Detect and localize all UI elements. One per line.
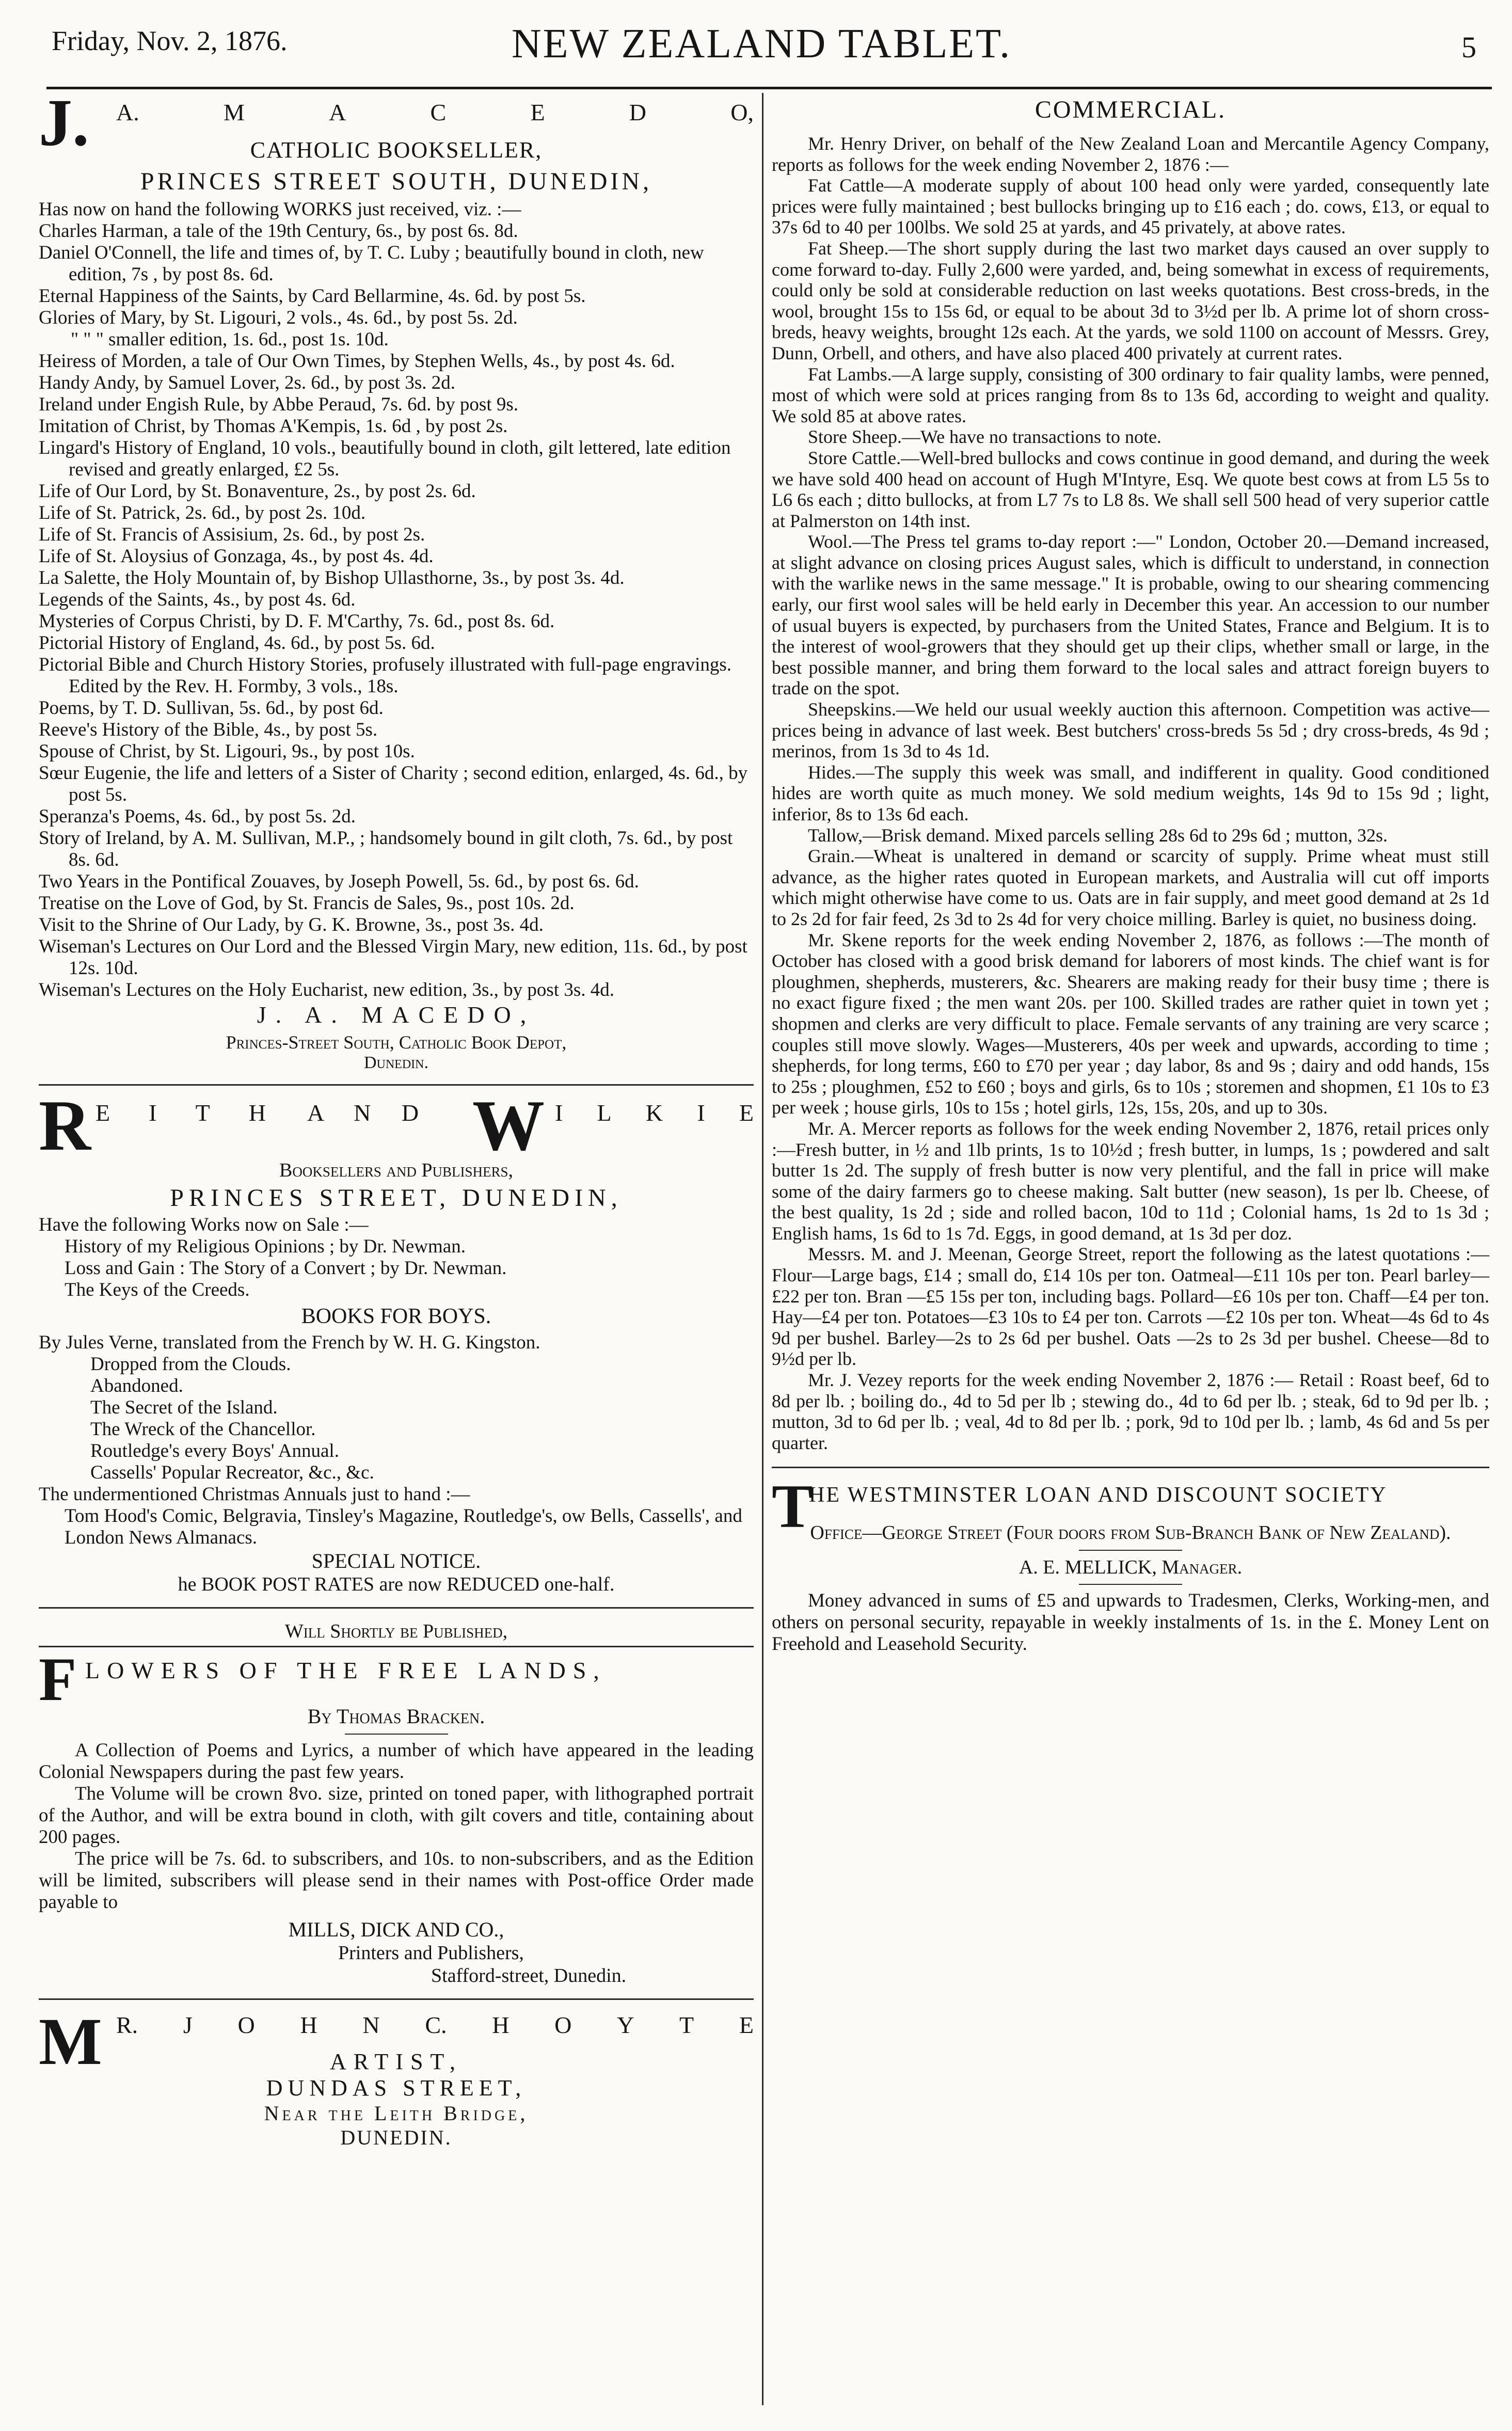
letter: C. xyxy=(425,2012,447,2038)
letter: H xyxy=(300,2012,317,2038)
westminster-advertisement xyxy=(772,1472,1489,1655)
letter: T xyxy=(195,1100,210,1126)
list-item: Wiseman's Lectures on the Holy Eucharist, new edition, 3s., by post 3s. 4d. xyxy=(39,979,614,1000)
letter: N xyxy=(362,2012,380,2038)
letter: O, xyxy=(730,99,754,125)
commercial-heading: COMMERCIAL. xyxy=(1034,96,1227,123)
reith-address: PRINCES STREET, DUNEDIN, xyxy=(170,1184,623,1212)
letter: A xyxy=(329,99,346,125)
list-item: Life of Our Lord, by St. Bonaventure, 2s., by post 2s. 6d. xyxy=(39,481,476,502)
letter: E xyxy=(530,99,545,125)
flowers-publisher-line3: Stafford-street, Dunedin. xyxy=(431,1965,627,1987)
westminster-title: HE WESTMINSTER LOAN AND DISCOUNT SOCIETY xyxy=(809,1483,1388,1507)
list-item: Loss and Gain : The Story of a Convert ; by Dr. Newman. xyxy=(65,1258,507,1279)
letter: J xyxy=(183,2012,193,2038)
verne-intro: By Jules Verne, translated from the French by W. H. G. Kingston. xyxy=(39,1332,540,1353)
macedo-advertisement xyxy=(39,86,754,1073)
letter: R. xyxy=(116,2012,138,2038)
flowers-title: LOWERS OF THE FREE LANDS, xyxy=(85,1657,607,1683)
commercial-paragraph: Tallow,—Brisk demand. Mixed parcels selling 28s 6d to 29s 6d ; mutton, 32s. xyxy=(808,824,1388,846)
page-number: 5 xyxy=(1461,30,1476,64)
ad-divider xyxy=(1079,1584,1182,1585)
list-item: Eternal Happiness of the Saints, by Card Bellarmine, 4s. 6d. by post 5s. xyxy=(39,285,586,307)
commercial-paragraph: Fat Sheep.—The short supply during the last two market days caused an over supply to come forward to-day. Fully 2,600 were yarded, and, being somewhat in excess of requirements, could only be sold at considerable reduction on last weeks quotations. Best cross-breds, in the wool, brought 15s to 15s 6d, or equal to be about 3d to 3½d per lb. A prime lot of shorn cross-breds, heavy weights, brought 12s each. At the yards, we sold 1100 on account of Messrs. Grey, Dunn, Orbell, and others, and have also placed 400 privately at current rates. xyxy=(772,237,1489,363)
hoyte-line4: DUNEDIN. xyxy=(340,2126,452,2149)
letter: E xyxy=(739,2012,754,2038)
commercial-paragraph: Store Sheep.—We have no transactions to note. xyxy=(808,426,1161,448)
list-item: Poems, by T. D. Sullivan, 5s. 6d., by post 6d. xyxy=(39,697,384,719)
hoyte-initial: M xyxy=(39,2005,102,2079)
and-word: A N D xyxy=(307,1100,432,1126)
letter: I xyxy=(555,1100,563,1126)
macedo-signature: J. A. MACEDO, xyxy=(257,1002,536,1028)
header-rule xyxy=(46,87,1492,89)
special-notice-heading: SPECIAL NOTICE. xyxy=(311,1549,481,1572)
left-column xyxy=(39,86,754,2150)
right-column xyxy=(772,96,1489,1655)
ad-divider xyxy=(39,1998,754,2000)
letter: A. xyxy=(116,99,139,125)
macedo-address: PRINCES STREET SOUTH, DUNEDIN, xyxy=(140,168,652,195)
column-divider xyxy=(762,93,763,2405)
wilkie-initial: W xyxy=(472,1086,545,1166)
letter: H xyxy=(492,2012,510,2038)
ad-divider xyxy=(39,1084,754,1086)
list-item: Life of St. Francis of Assisium, 2s. 6d., by post 2s. xyxy=(39,524,425,545)
list-item: Visit to the Shrine of Our Lady, by G. K. Browne, 3s., post 3s. 4d. xyxy=(39,914,544,935)
flowers-paragraph: The price will be 7s. 6d. to subscribers, and 10s. to non-subscribers, and as the Edition will be limited, subscribers will please send in their names with Post-office Order made payable to xyxy=(39,1848,754,1913)
letter: H xyxy=(248,1100,266,1126)
flowers-publisher: MILLS, DICK AND CO., xyxy=(288,1918,504,1941)
list-item: The Wreck of the Chancellor. xyxy=(90,1419,316,1440)
list-item: Cassells' Popular Recreator, &c., &c. xyxy=(90,1462,374,1483)
flowers-heading xyxy=(39,1645,754,1713)
list-item: Speranza's Poems, 4s. 6d., by post 5s. 2d. xyxy=(39,806,356,827)
list-item: Glories of Mary, by St. Ligouri, 2 vols., 4s. 6d., by post 5s. 2d. xyxy=(39,307,518,328)
commercial-paragraph: Wool.—The Press tel grams to-day report :—" London, October 20.—Demand increased, at slight advance on closing prices August sales, which is difficult to understand, in connection with the warlike news in the same message." It is probable, owing to our shearing commencing early, our first wool sales will be held early in December this year. An accession to our number of usual buyers is expected, by purchasers from the United States, France and Belgium. It is to the interest of wool-growers that they should get up their clips, whether small or large, in the best possible manner, and bring them forward to the local sales and attract foreign buyers to trade on the spot. xyxy=(772,531,1489,699)
list-item: " " " smaller edition, 1s. 6d., post 1s. 10d. xyxy=(71,329,389,350)
macedo-signature-line2: Princes-Street South, Catholic Book Depot, xyxy=(226,1032,567,1053)
list-item: Reeve's History of the Bible, 4s., by post 5s. xyxy=(39,719,378,740)
commercial-paragraph: Fat Lambs.—A large supply, consisting of 300 ordinary to fair quality lambs, were penned, most of which were sold at prices ranging from 8s to 13s 6d, according to weight and quality. We sold 85 at above rates. xyxy=(772,363,1489,426)
letter: O xyxy=(237,2012,255,2038)
commercial-paragraph: Hides.—The supply this week was small, and indifferent in quality. Good conditioned hides are worth quite as much money. We sold medium weights, 14s 9d to 15s 9d ; light, inferior, 8s to 13s 6d each. xyxy=(772,761,1489,824)
list-item: Imitation of Christ, by Thomas A'Kempis, 1s. 6d , by post 2s. xyxy=(39,416,508,437)
commercial-paragraph: Mr. Skene reports for the week ending November 2, 1876, as follows :—The month of October has closed with a good brisk demand for laborers of most kinds. The chief want is for ploughmen, shepherds, musterers, &c. Shearers are making ready for their busy time ; there is no exact figure fixed ; the men want 20s. per 100. Skilled trades are rather quiet in town yet ; shopmen and clerks are very difficult to place. Female servants of any training are very scarce ; couples still move slowly. Wages—Musterers, 40s per week and upwards, according to time ; shepherds, for long terms, £60 to £70 per year ; day labor, 8s and 9s ; dairy and odd hands, 15s to 25s ; ploughmen, £52 to £60 ; boys and girls, 6s to 10s ; storemen and shopmen, £1 10s to £3 per week ; house girls, 10s to 15s ; hotel girls, 12s, 15s, 20s, and up to 30s. xyxy=(772,929,1489,1118)
hoyte-line1: ARTIST, xyxy=(329,2049,463,2074)
list-item: Two Years in the Pontifical Zouaves, by Joseph Powell, 5s. 6d., by post 6s. 6d. xyxy=(39,871,639,892)
hoyte-line2: DUNDAS STREET, xyxy=(266,2075,527,2101)
ad-divider xyxy=(772,1467,1489,1468)
list-item: Spouse of Christ, by St. Ligouri, 9s., by post 10s. xyxy=(39,741,415,762)
letter: M xyxy=(223,99,245,125)
list-item: Daniel O'Connell, the life and times of, by T. C. Luby ; beautifully bound in cloth, new edition, 7s , by post 8s. 6d. xyxy=(39,242,704,285)
list-item: Dropped from the Clouds. xyxy=(90,1354,291,1375)
reith-initial: R xyxy=(39,1086,91,1166)
letter: O xyxy=(554,2012,572,2038)
flowers-paragraph: A Collection of Poems and Lyrics, a number of which have appeared in the leading Colonial Newspapers during the past few years. xyxy=(39,1740,754,1783)
letter: T xyxy=(679,2012,694,2038)
newspaper-title: NEW ZEALAND TABLET. xyxy=(511,21,1012,67)
letter: I xyxy=(697,1100,705,1126)
wilkie-letters xyxy=(555,1099,754,1126)
commercial-paragraph: Mr. A. Mercer reports as follows for the week ending November 2, 1876, retail prices only :—Fresh butter, in ½ and 1lb prints, 1s to 10½d ; fresh butter, in lumps, 1s ; powdered and salt butter 1s 2d. The supply of fresh butter is now very plentiful, and the fall in price will make some of the dairy farmers go to cheese making. Salt butter (new season), 1s per lb. Cheese, of the best quality, 1s 2d ; side and rolled bacon, 10d to 11d ; Colonial hams, 1s 2d to 1s 3d ; English hams, 1s 6d to 1s 7d. Eggs, in good demand, at 1s 3d per doz. xyxy=(772,1118,1489,1244)
list-item: Story of Ireland, by A. M. Sullivan, M.P., ; handsomely bound in gilt cloth, 7s. 6d., by post 8s. 6d. xyxy=(39,828,733,870)
books-for-boys-heading: BOOKS FOR BOYS. xyxy=(301,1305,491,1328)
commercial-paragraph: Mr. Henry Driver, on behalf of the New Zealand Loan and Mercantile Agency Company, reports as follows for the week ending November 2, 1876 :— xyxy=(772,133,1489,175)
flowers-publisher-line2: Printers and Publishers, xyxy=(338,1942,524,1964)
list-item: La Salette, the Holy Mountain of, by Bishop Ullasthorne, 3s., by post 3s. 4d. xyxy=(39,567,625,589)
page-header xyxy=(31,9,1492,87)
list-item: Abandoned. xyxy=(90,1375,183,1396)
commercial-paragraph: Grain.—Wheat is unaltered in demand or scarcity of supply. Prime wheat must still advance, as the higher rates quoted in European markets, and Australia will cut off imports which might otherwise have come to us. Oats are in fair supply, and meet good demand at 2s 1d to 2s 2d for fair feed, 2s 3d to 2s 4d for very choice milling. Barley is quiet, no business doing. xyxy=(772,846,1489,929)
letter: L xyxy=(597,1100,612,1126)
annuals-list: Tom Hood's Comic, Belgravia, Tinsley's Magazine, Routledge's, ow Bells, Cassells', and London News Almanacs. xyxy=(65,1505,742,1548)
list-item: History of my Religious Opinions ; by Dr. Newman. xyxy=(65,1236,466,1257)
list-item: Pictorial History of England, 4s. 6d., by post 5s. 6d. xyxy=(39,632,435,654)
commercial-paragraph: Fat Cattle—A moderate supply of about 100 head only were yarded, consequently late prices were fully maintained ; best bullocks bringing up to £16 each ; do. cows, £13, or equal to 37s 6d to 40 per 100lbs. We sold 25 at yards, and 45 privately, at above rates. xyxy=(772,175,1489,238)
list-item: Routledge's every Boys' Annual. xyxy=(90,1440,339,1461)
westminster-office: Office—George Street (Four doors from Sub-Branch Bank of New Zealand). xyxy=(810,1522,1451,1544)
reith-letters xyxy=(96,1099,266,1126)
list-item: Life of St. Patrick, 2s. 6d., by post 2s. 10d. xyxy=(39,502,366,523)
reith-works-list xyxy=(39,1236,754,1301)
reith-intro: Have the following Works now on Sale :— xyxy=(39,1214,369,1235)
westminster-manager: A. E. MELLICK, Manager. xyxy=(1018,1556,1243,1579)
reith-wilkie-heading xyxy=(39,1086,754,1166)
flowers-advertisement xyxy=(39,1620,754,1987)
flowers-initial: F xyxy=(39,1645,77,1713)
flowers-author: By Thomas Bracken. xyxy=(307,1705,485,1728)
commercial-paragraph: Mr. J. Vezey reports for the week ending November 2, 1876 :— Retail : Roast beef, 6d to 8d per lb. ; boiling do., 4d to 5d per lb ; stewing do., 4d to 6d per lb. ; steak, 6d to 9d per lb. ; mutton, 3d to 6d per lb. ; veal, 4d to 8d per lb. ; pork, 9d to 10d per lb. ; lamb, 4s 6d and 5s per quarter. xyxy=(772,1370,1489,1453)
reith-wilkie-advertisement xyxy=(39,1086,754,1596)
letter: E xyxy=(739,1100,754,1126)
list-item: Ireland under Engish Rule, by Abbe Peraud, 7s. 6d. by post 9s. xyxy=(39,394,518,415)
commercial-section xyxy=(772,133,1489,1453)
letter: E xyxy=(96,1100,110,1126)
letter: D xyxy=(629,99,646,125)
westminster-initial: T xyxy=(772,1472,814,1541)
list-item: The Secret of the Island. xyxy=(90,1397,278,1418)
ad-divider xyxy=(345,1734,448,1735)
list-item: Wiseman's Lectures on Our Lord and the Blessed Virgin Mary, new edition, 11s. 6d., by post 12s. 10d. xyxy=(39,936,747,979)
macedo-spaced-name xyxy=(116,99,754,126)
list-item: Sœur Eugenie, the life and letters of a Sister of Charity ; second edition, enlarged, 4s. 6d., by post 5s. xyxy=(39,762,748,805)
letter: K xyxy=(645,1100,663,1126)
issue-date: Friday, Nov. 2, 1876. xyxy=(52,25,288,56)
commercial-paragraph: Sheepskins.—We held our usual weekly auction this afternoon. Competition was active—prices being in advance of last week. Best butchers' cross-breds 5s 5d ; dry cross-breds, 4s 9d ; merinos, from 1s 3d to 4s 1d. xyxy=(772,699,1489,762)
macedo-subtitle: CATHOLIC BOOKSELLER, xyxy=(250,137,543,163)
will-shortly-published: Will Shortly be Published, xyxy=(284,1620,508,1642)
special-notice-text: he BOOK POST RATES are now REDUCED one-half. xyxy=(178,1574,615,1595)
list-item: Life of St. Aloysius of Gonzaga, 4s., by post 4s. 4d. xyxy=(39,546,434,567)
list-item: Lingard's History of England, 10 vols., beautifully bound in cloth, gilt lettered, late edition revised and greatly enlarged, £2 5s. xyxy=(39,437,731,480)
hoyte-advertisement xyxy=(39,2005,754,2150)
commercial-paragraph: Messrs. M. and J. Meenan, George Street, report the following as the latest quotations :—Flour—Large bags, £14 ; small do, £14 10s per ton. Oatmeal—£11 10s per ton. Pearl barley—£22 per ton. Bran —£5 15s per ton, including bags. Pollard—£6 10s per ton. Chaff—£4 per ton. Hay—£4 per ton. Potatoes—£3 10s to £4 per ton. Carrots —£2 10s per ton. Wheat—4s 6d to 4s 9d per bushel. Barley—2s to 2s 6d per bushel. Oats —2s to 2s 3d per bushel. Cheese—8d to 9½d per lb. xyxy=(772,1244,1489,1370)
ad-divider xyxy=(39,1646,754,1647)
boys-books-list xyxy=(39,1354,754,1484)
ad-divider xyxy=(1079,1550,1182,1551)
macedo-initial: J. xyxy=(39,86,89,160)
flowers-paragraph: The Volume will be crown 8vo. size, printed on toned paper, with lithographed portrait of the Author, and will be extra bound in cloth, with gilt covers and title, containing about 200 pages. xyxy=(39,1783,754,1848)
westminster-body: Money advanced in sums of £5 and upwards to Tradesmen, Clerks, Working-men, and others on personal security, repayable in weekly instalments of 1s. in the £. Money Lent on Freehold and Leasehold Security. xyxy=(772,1590,1489,1655)
commercial-paragraph: Store Cattle.—Well-bred bullocks and cows continue in good demand, and during the week we have sold 400 head on account of Hugh M'Intyre, Esq. We quote best cows at from L5 5s to L6 6s each ; ditto bullocks, at from L7 7s to L8 8s. We shall sell 500 head of very superior cattle at Palmerston on 14th inst. xyxy=(772,447,1489,531)
reith-subtitle: Booksellers and Publishers, xyxy=(279,1159,513,1181)
list-item: Pictorial Bible and Church History Stories, profusely illustrated with full-page engravings. Edited by the Rev. H. Formby, 3 vols., 18s. xyxy=(39,654,732,697)
hoyte-line3: Near the Leith Bridge, xyxy=(264,2102,529,2125)
list-item: Treatise on the Love of God, by St. Francis de Sales, 9s., post 10s. 2d. xyxy=(39,893,575,914)
list-item: Legends of the Saints, 4s., by post 4s. 6d. xyxy=(39,589,356,610)
letter: C xyxy=(430,99,447,125)
list-item: The Keys of the Creeds. xyxy=(65,1279,250,1300)
list-item: Handy Andy, by Samuel Lover, 2s. 6d., by post 3s. 2d. xyxy=(39,372,455,393)
macedo-intro: Has now on hand the following WORKS just received, viz. :— xyxy=(39,199,521,220)
list-item: Heiress of Morden, a tale of Our Own Times, by Stephen Wells, 4s., by post 4s. 6d. xyxy=(39,351,675,372)
hoyte-spaced-name xyxy=(116,2011,754,2039)
letter: Y xyxy=(617,2012,634,2038)
list-item: Mysteries of Corpus Christi, by D. F. M'Carthy, 7s. 6d., post 8s. 6d. xyxy=(39,611,555,632)
macedo-signature-line3: Dunedin. xyxy=(363,1053,429,1072)
letter: I xyxy=(149,1100,157,1126)
list-item: Charles Harman, a tale of the 19th Century, 6s., by post 6s. 8d. xyxy=(39,220,518,242)
ad-divider xyxy=(39,1607,754,1609)
macedo-book-list xyxy=(39,220,754,1001)
annuals-intro: The undermentioned Christmas Annuals just to hand :— xyxy=(39,1484,470,1505)
